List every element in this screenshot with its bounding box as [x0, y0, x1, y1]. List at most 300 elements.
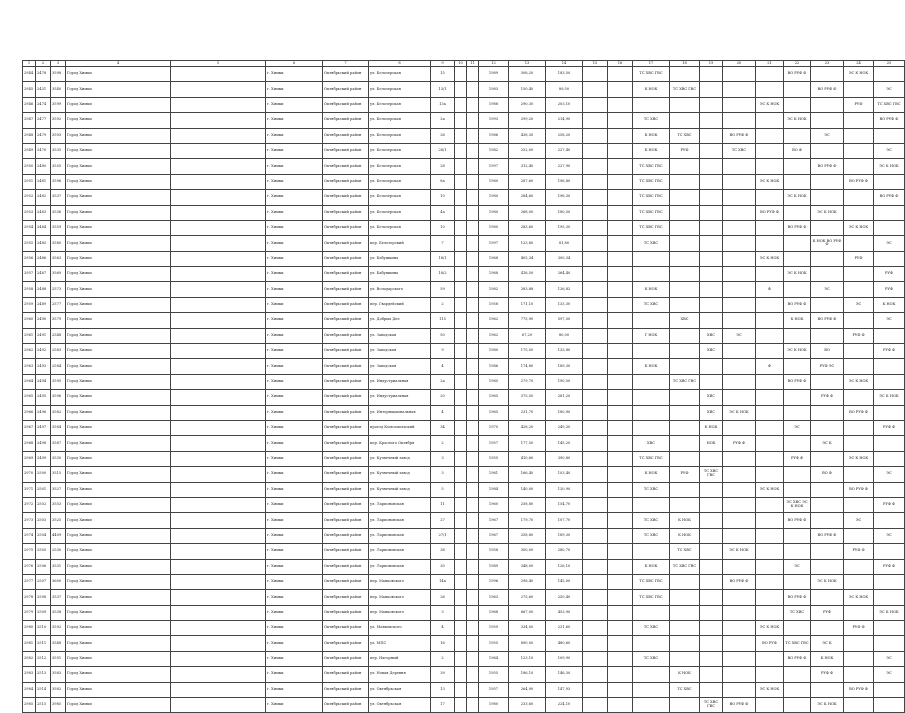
table-cell: 2980 — [23, 621, 36, 636]
table-cell: Город Химки — [66, 667, 171, 682]
table-cell: 126,82 — [546, 282, 583, 297]
table-cell — [608, 359, 633, 374]
table-cell: 2977 — [23, 574, 36, 589]
column-header: 24 — [844, 61, 874, 67]
table-cell — [608, 574, 633, 589]
table-cell — [756, 667, 784, 682]
table-cell — [608, 497, 633, 512]
table-cell — [171, 67, 266, 82]
table-cell — [756, 143, 784, 158]
table-cell — [171, 97, 266, 112]
table-cell — [784, 359, 811, 374]
table-cell — [467, 113, 479, 128]
table-cell — [756, 544, 784, 559]
table-cell — [455, 205, 467, 220]
table-cell — [171, 405, 266, 420]
table-cell: РУФ Ф — [723, 436, 756, 451]
table-cell: РУФ — [874, 282, 905, 297]
table-cell: 180,50 — [546, 205, 583, 220]
table-row — [23, 359, 905, 374]
table-cell — [844, 113, 874, 128]
table-cell: Город Химки — [66, 513, 171, 528]
table-cell: г. Химки — [266, 667, 323, 682]
table-cell: ул. Заводская — [369, 328, 431, 343]
table-cell: Октябрьский район — [323, 605, 369, 620]
table-row — [23, 451, 905, 466]
table-cell: Октябрьский район — [323, 544, 369, 559]
table-cell — [171, 282, 266, 297]
table-cell — [670, 359, 700, 374]
table-cell — [670, 251, 700, 266]
table-cell: 189,30 — [546, 359, 583, 374]
table-row — [23, 313, 905, 328]
table-cell — [670, 636, 700, 651]
table-cell: 279,70 — [509, 374, 546, 389]
table-cell: Октябрьский район — [323, 97, 369, 112]
table-cell: 186,10 — [509, 667, 546, 682]
table-cell: 3579 — [51, 313, 66, 328]
table-cell — [844, 344, 874, 359]
table-cell: Город Химки — [66, 159, 171, 174]
table-cell: 2509 — [36, 605, 51, 620]
table-cell: 2984 — [23, 682, 36, 697]
table-cell: 2951 — [23, 174, 36, 189]
table-cell — [583, 220, 608, 235]
table-cell: 171,10 — [509, 297, 546, 312]
table-cell: ХВС — [670, 313, 700, 328]
table-cell — [756, 328, 784, 343]
table-cell: 145,20 — [546, 436, 583, 451]
table-cell: 2505 — [36, 544, 51, 559]
table-cell — [455, 220, 467, 235]
table-row — [23, 82, 905, 97]
table-cell: ЭС ХВС ЭС К НОК — [784, 497, 811, 512]
column-header: 25 — [874, 61, 905, 67]
table-cell — [467, 82, 479, 97]
table-cell — [874, 590, 905, 605]
table-cell — [467, 344, 479, 359]
table-cell — [756, 574, 784, 589]
table-cell: 275,60 — [509, 590, 546, 605]
table-cell: 2982 — [23, 651, 36, 666]
table-cell — [700, 190, 723, 205]
table-cell — [670, 451, 700, 466]
table-cell: 1965 — [479, 405, 509, 420]
table-cell: РУФ — [844, 251, 874, 266]
table-cell: ЭС К НОК — [756, 97, 784, 112]
table-cell: 1997 — [479, 236, 509, 251]
table-cell: г. Химки — [266, 374, 323, 389]
table-cell — [700, 297, 723, 312]
table-cell: 2978 — [23, 590, 36, 605]
table-row — [23, 651, 905, 666]
table-cell: ВО РУФ Ф — [811, 313, 844, 328]
table-cell: Город Химки — [66, 451, 171, 466]
table-cell — [723, 344, 756, 359]
table-cell — [467, 636, 479, 651]
table-cell — [811, 482, 844, 497]
table-cell: ЭС К НОК — [756, 251, 784, 266]
table-cell: 26 — [431, 128, 455, 143]
table-cell: 3587 — [51, 436, 66, 451]
table-cell: 3537 — [51, 190, 66, 205]
table-cell: 283,60 — [509, 220, 546, 235]
table-row — [23, 143, 905, 158]
table-cell — [171, 636, 266, 651]
table-cell — [670, 651, 700, 666]
table-cell: ЭС К НОК — [874, 605, 905, 620]
table-cell: ХВС — [700, 344, 723, 359]
table-cell — [455, 605, 467, 620]
table-cell: ВО РУФ Ф — [844, 482, 874, 497]
table-cell — [608, 82, 633, 97]
table-cell — [608, 297, 633, 312]
table-cell: г. Химки — [266, 420, 323, 435]
table-cell — [844, 143, 874, 158]
table-cell: 3538 — [51, 605, 66, 620]
table-cell: ул. Индустриальная — [369, 390, 431, 405]
table-cell: ЭС К НОК — [811, 698, 844, 713]
table-cell: Октябрьский район — [323, 344, 369, 359]
table-cell — [455, 390, 467, 405]
table-cell: 2972 — [23, 497, 36, 512]
table-cell: 2955 — [23, 236, 36, 251]
table-cell: г. Химки — [266, 467, 323, 482]
table-cell — [723, 513, 756, 528]
table-cell — [700, 97, 723, 112]
table-cell: 287,60 — [509, 174, 546, 189]
table-cell — [844, 313, 874, 328]
table-row — [23, 374, 905, 389]
table-cell: ВО РУФ Ф — [874, 190, 905, 205]
table-cell — [467, 174, 479, 189]
table-cell — [784, 159, 811, 174]
table-cell: г. Химки — [266, 682, 323, 697]
table-cell — [455, 574, 467, 589]
table-cell: Город Химки — [66, 190, 171, 205]
table-cell: 1988 — [479, 97, 509, 112]
table-cell — [874, 328, 905, 343]
table-cell — [874, 220, 905, 235]
table-cell: 250,40 — [546, 590, 583, 605]
table-cell — [583, 528, 608, 543]
table-cell: Октябрьский район — [323, 67, 369, 82]
table-cell: 2973 — [23, 513, 36, 528]
table-cell — [670, 344, 700, 359]
table-cell: 2494 — [36, 374, 51, 389]
table-cell: ТС ХВС — [633, 236, 670, 251]
table-cell — [756, 297, 784, 312]
table-cell: РУФ — [670, 467, 700, 482]
column-header: 16 — [608, 61, 633, 67]
table-cell: Октябрьский район — [323, 297, 369, 312]
table-cell — [700, 174, 723, 189]
table-cell: ул. Володарского — [369, 282, 431, 297]
table-cell — [700, 67, 723, 82]
table-cell — [583, 590, 608, 605]
table-cell: ЭС К НОК — [844, 451, 874, 466]
table-cell: 231,70 — [509, 405, 546, 420]
table-cell — [467, 67, 479, 82]
table-cell — [171, 513, 266, 528]
table-cell — [633, 405, 670, 420]
table-cell: Октябрьский район — [323, 128, 369, 143]
table-row — [23, 513, 905, 528]
table-cell: 258,80 — [509, 497, 546, 512]
table-cell — [171, 482, 266, 497]
table-cell — [455, 698, 467, 713]
table-cell: ЭС — [723, 328, 756, 343]
table-cell — [467, 282, 479, 297]
table-cell — [583, 344, 608, 359]
column-header: 7 — [323, 61, 369, 67]
table-cell: 1962 — [479, 313, 509, 328]
table-cell — [844, 467, 874, 482]
table-cell — [583, 174, 608, 189]
table-cell — [700, 267, 723, 282]
table-cell: 3596 — [51, 390, 66, 405]
table-cell: ТС ХВС — [633, 621, 670, 636]
table-cell: 1957 — [479, 682, 509, 697]
table-cell — [756, 390, 784, 405]
table-cell: Город Химки — [66, 282, 171, 297]
table-cell: 126,10 — [546, 559, 583, 574]
table-cell: 416,50 — [509, 267, 546, 282]
table-cell: 227,40 — [546, 143, 583, 158]
table-cell: 196,80 — [546, 174, 583, 189]
table-cell: г. Химки — [266, 559, 323, 574]
table-cell — [670, 497, 700, 512]
table-cell: ЭС К НОК — [784, 113, 811, 128]
table-cell: г. Химки — [266, 513, 323, 528]
table-cell — [844, 436, 874, 451]
table-cell: 1965 — [479, 390, 509, 405]
table-cell: Октябрьский район — [323, 220, 369, 235]
table-cell: 3580 — [51, 236, 66, 251]
table-cell: ул. Белозерская — [369, 97, 431, 112]
table-cell: 3592 — [51, 621, 66, 636]
table-cell — [608, 405, 633, 420]
table-cell: 1968 — [479, 251, 509, 266]
table-cell: 390,80 — [546, 451, 583, 466]
table-cell: ТС ХВС ГВС — [633, 67, 670, 82]
table-cell: 2946 — [23, 97, 36, 112]
table-cell: проезд Комсомольский — [369, 420, 431, 435]
table-cell: 2965 — [23, 390, 36, 405]
table-cell — [756, 590, 784, 605]
table-cell: 2474 — [36, 97, 51, 112]
table-cell — [756, 559, 784, 574]
table-cell — [811, 682, 844, 697]
table-cell: ул. Ларионовская — [369, 528, 431, 543]
table-cell: Город Химки — [66, 113, 171, 128]
table-cell — [723, 482, 756, 497]
table-cell: 2470 — [36, 143, 51, 158]
table-cell — [455, 513, 467, 528]
table-cell: 2482 — [36, 190, 51, 205]
table-row — [23, 128, 905, 143]
table-row — [23, 497, 905, 512]
table-cell: 2969 — [23, 451, 36, 466]
table-cell: ЭС К НОК — [811, 205, 844, 220]
table-cell: 20 — [431, 390, 455, 405]
table-cell: ЭС К НОК — [784, 344, 811, 359]
table-cell: ЭС — [784, 420, 811, 435]
table-cell: 147,93 — [546, 682, 583, 697]
table-cell: РУФ — [844, 97, 874, 112]
table-cell — [583, 97, 608, 112]
table-cell: Город Химки — [66, 251, 171, 266]
table-cell: ВО РУФ Ф — [811, 528, 844, 543]
table-cell: ул. Ларионовская — [369, 513, 431, 528]
table-cell — [633, 682, 670, 697]
table-cell — [608, 174, 633, 189]
table-cell: ВО РУФ Ф — [784, 513, 811, 528]
table-cell: 3569 — [51, 267, 66, 282]
table-cell — [455, 420, 467, 435]
table-cell: 2964 — [23, 374, 36, 389]
table-cell: 231,60 — [546, 621, 583, 636]
table-cell: 284,60 — [509, 190, 546, 205]
table-cell — [455, 174, 467, 189]
table-cell: г. Химки — [266, 159, 323, 174]
table-cell: 203,10 — [546, 97, 583, 112]
table-cell: Октябрьский район — [323, 621, 369, 636]
table-cell: ВО РУФ Ф — [844, 174, 874, 189]
table-cell: 775,90 — [509, 313, 546, 328]
table-cell: К НОК — [633, 143, 670, 158]
table-cell — [670, 482, 700, 497]
table-cell — [455, 621, 467, 636]
table-cell — [874, 174, 905, 189]
table-cell — [670, 159, 700, 174]
table-cell: Город Химки — [66, 297, 171, 312]
table-cell — [723, 190, 756, 205]
table-cell — [670, 205, 700, 220]
table-cell: 3583 — [51, 667, 66, 682]
table-cell — [700, 359, 723, 374]
table-cell: Город Химки — [66, 236, 171, 251]
table-cell — [756, 436, 784, 451]
table-cell — [723, 267, 756, 282]
table-cell: К НОК — [633, 282, 670, 297]
table-cell: 4 — [431, 405, 455, 420]
table-cell: ВО РУФ Ф — [784, 374, 811, 389]
table-cell: 1962 — [479, 328, 509, 343]
table-cell: ЭС — [811, 128, 844, 143]
table-cell: 2954 — [23, 220, 36, 235]
table-cell — [844, 159, 874, 174]
table-cell: 1989 — [479, 559, 509, 574]
table-cell: 2950 — [23, 159, 36, 174]
table-row — [23, 190, 905, 205]
spreadsheet-page — [22, 60, 901, 713]
table-cell — [633, 698, 670, 713]
table-cell: Октябрьский район — [323, 497, 369, 512]
table-cell: 1960 — [479, 497, 509, 512]
table-cell — [700, 128, 723, 143]
table-cell — [467, 574, 479, 589]
table-cell: 281,20 — [546, 390, 583, 405]
table-cell — [811, 297, 844, 312]
table-cell — [784, 682, 811, 697]
table-cell — [608, 513, 633, 528]
table-cell: 1958 — [479, 297, 509, 312]
table-cell — [874, 698, 905, 713]
table-cell: 2979 — [23, 605, 36, 620]
table-cell — [700, 251, 723, 266]
table-cell: 2952 — [23, 190, 36, 205]
table-cell: 2548 — [51, 328, 66, 343]
table-cell — [844, 667, 874, 682]
table-cell — [811, 420, 844, 435]
table-cell: 150,40 — [509, 82, 546, 97]
table-cell: ТС ХВС — [670, 682, 700, 697]
table-cell: 3592 — [51, 113, 66, 128]
table-cell — [583, 436, 608, 451]
table-cell: 145,00 — [546, 574, 583, 589]
table-cell: ТС ХВС ГВС — [633, 220, 670, 235]
table-cell — [700, 482, 723, 497]
table-cell — [467, 651, 479, 666]
table-cell — [467, 682, 479, 697]
table-cell — [608, 190, 633, 205]
table-cell — [467, 621, 479, 636]
table-cell — [670, 420, 700, 435]
table-cell: 3527 — [51, 482, 66, 497]
table-cell: Октябрьский район — [323, 574, 369, 589]
table-cell — [467, 451, 479, 466]
table-cell — [811, 67, 844, 82]
table-cell: ЭС — [844, 297, 874, 312]
table-cell — [874, 251, 905, 266]
table-cell — [756, 374, 784, 389]
table-cell — [583, 313, 608, 328]
table-cell: 299,20 — [509, 113, 546, 128]
table-cell: Ф — [756, 282, 784, 297]
table-cell: К НОК — [670, 667, 700, 682]
table-cell: 14а — [431, 574, 455, 589]
table-row — [23, 405, 905, 420]
table-cell — [608, 390, 633, 405]
table-cell — [811, 544, 844, 559]
table-cell: 453,90 — [546, 605, 583, 620]
table-cell: 4409 — [51, 528, 66, 543]
table-cell: Г НОК — [633, 328, 670, 343]
table-cell — [723, 559, 756, 574]
table-cell — [756, 698, 784, 713]
table-cell — [723, 220, 756, 235]
table-cell: 2974 — [23, 528, 36, 543]
table-cell: Октябрьский район — [323, 313, 369, 328]
table-cell — [455, 497, 467, 512]
table-cell — [811, 328, 844, 343]
table-cell: 2956 — [23, 251, 36, 266]
table-cell — [583, 482, 608, 497]
table-cell: 81,80 — [546, 236, 583, 251]
table-cell: 2971 — [23, 482, 36, 497]
table-cell: Город Химки — [66, 698, 171, 713]
table-cell — [467, 544, 479, 559]
table-cell — [608, 267, 633, 282]
table-cell: 2513 — [36, 667, 51, 682]
table-cell — [844, 574, 874, 589]
table-row — [23, 482, 905, 497]
table-cell — [723, 451, 756, 466]
table-cell: 2481 — [36, 174, 51, 189]
table-cell: 2948 — [23, 128, 36, 143]
table-cell — [171, 374, 266, 389]
